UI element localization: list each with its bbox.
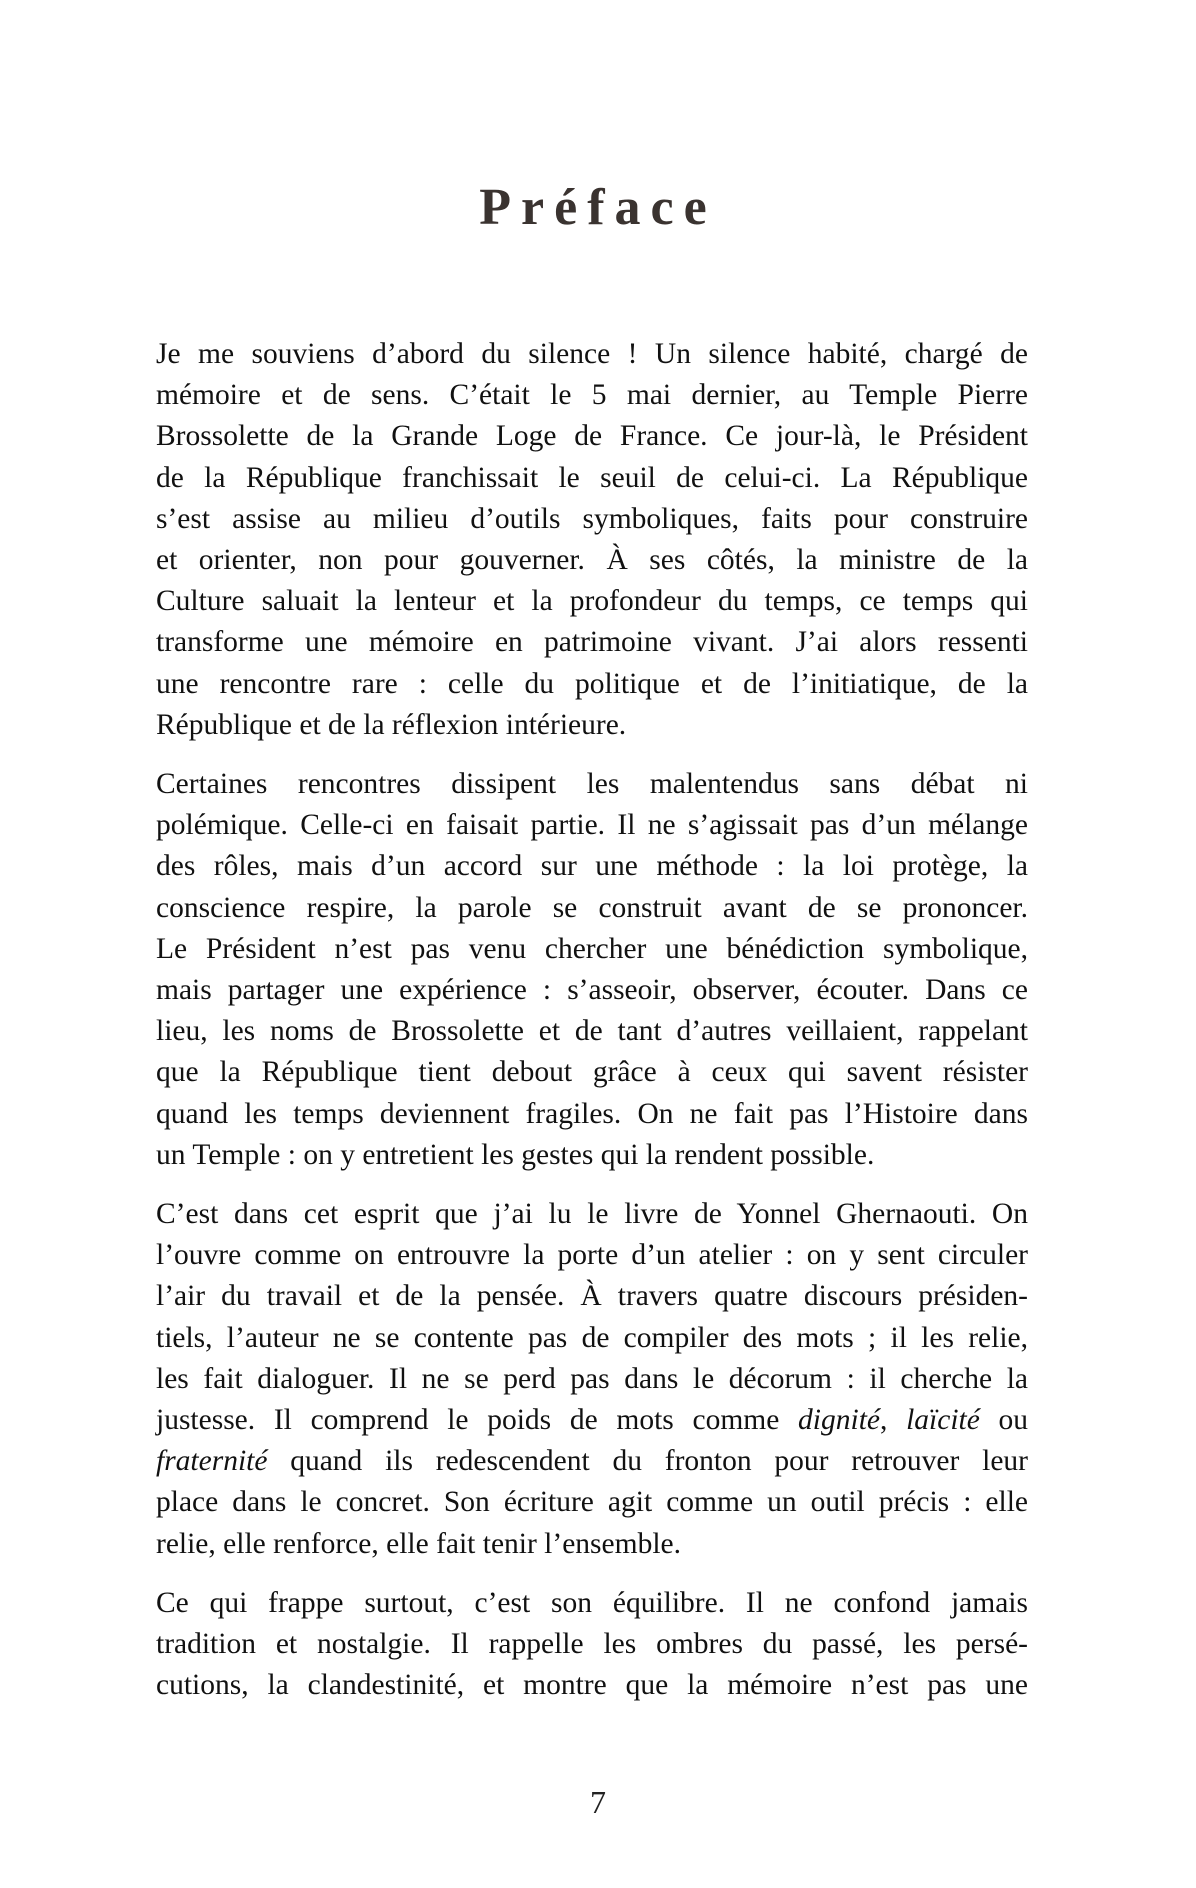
emphasis-dignite: dignité [798, 1404, 880, 1437]
paragraph-3 [156, 1194, 1028, 1565]
text-segment: ou [998, 1404, 1029, 1437]
text-line: conscience respire, la parole se construit avant de se prononcer. [156, 891, 1028, 924]
page-number: 7 [590, 1784, 606, 1820]
text-segment: justesse. Il comprend le poids de mots comme [156, 1404, 780, 1437]
text-line: de la République franchissait le seuil de celui-ci. La République [156, 461, 1028, 494]
text-line: Je me souviens d’abord du silence ! Un silence habité, chargé de [156, 338, 1028, 370]
text-line-with-emphasis [156, 1441, 1028, 1482]
text-line: les fait dialoguer. Il ne se perd pas dans le décorum : il cherche la [156, 1362, 1028, 1395]
page-title: Préface [479, 179, 717, 236]
text-line: Ce qui frappe surtout, c’est son équilibre. Il ne confond jamais [156, 1586, 1028, 1619]
text-line: un Temple : on y entretient les gestes qui la rendent possible. [156, 1138, 875, 1171]
text-line: Le Président n’est pas venu chercher une bénédiction symbolique, [156, 932, 1028, 965]
paragraph-4 [156, 1583, 1028, 1707]
text-line: tiels, l’auteur ne se contente pas de compiler des mots ; il les relie, [156, 1321, 1028, 1354]
text-line-with-emphasis [156, 1400, 1028, 1441]
text-line: C’est dans cet esprit que j’ai lu le livre de Yonnel Ghernaouti. On [156, 1198, 1028, 1231]
text-line: cutions, la clandestinité, et montre que la mémoire n’est pas une [156, 1669, 1028, 1702]
text-line: l’air du travail et de la pensée. À travers quatre discours présiden- [156, 1280, 1028, 1313]
text-line: et orienter, non pour gouverner. À ses côtés, la ministre de la [156, 544, 1028, 577]
text-segment: , [879, 1404, 888, 1437]
text-line: lieu, les noms de Brossolette et de tant d’autres veillaient, rappelant [156, 1015, 1028, 1048]
emphasis-laicite: laïcité [906, 1404, 980, 1437]
text-line: mais partager une expérience : s’asseoir, observer, écouter. Dans ce [156, 974, 1028, 1007]
text-line: l’ouvre comme on entrouvre la porte d’un atelier : on y sent circuler [156, 1239, 1028, 1272]
text-segment: quand ils redescendent du fronton pour retrouver leur [290, 1445, 1028, 1478]
text-line: une rencontre rare : celle du politique et de l’initiatique, de la [156, 667, 1028, 700]
paragraph-1 [156, 334, 1028, 746]
text-line: mémoire et de sens. C’était le 5 mai dernier, au Temple Pierre [156, 379, 1028, 412]
text-line: Certaines rencontres dissipent les malentendus sans débat ni [156, 768, 1028, 801]
text-line: Brossolette de la Grande Loge de France. Ce jour-là, le Président [156, 420, 1028, 453]
text-line: s’est assise au milieu d’outils symboliques, faits pour construire [156, 502, 1028, 535]
emphasis-fraternite: fraternité [156, 1445, 268, 1478]
text-line: transforme une mémoire en patrimoine vivant. J’ai alors ressenti [156, 626, 1028, 659]
text-line: quand les temps deviennent fragiles. On ne fait pas l’Histoire dans [156, 1097, 1028, 1130]
text-line: relie, elle renforce, elle fait tenir l’ensemble. [156, 1527, 681, 1560]
text-line: tradition et nostalgie. Il rappelle les ombres du passé, les persé- [156, 1628, 1028, 1661]
text-line: polémique. Celle-ci en faisait partie. Il ne s’agissait pas d’un mélange [156, 809, 1028, 842]
text-line: République et de la réflexion intérieure. [156, 708, 627, 741]
text-line: des rôles, mais d’un accord sur une méthode : la loi protège, la [156, 850, 1028, 883]
paragraph-2 [156, 764, 1028, 1176]
text-line: que la République tient debout grâce à ceux qui savent résister [156, 1056, 1028, 1089]
text-line: place dans le concret. Son écriture agit comme un outil précis : elle [156, 1486, 1028, 1519]
body-text [156, 334, 1028, 1725]
text-line: Culture saluait la lenteur et la profondeur du temps, ce temps qui [156, 585, 1028, 618]
